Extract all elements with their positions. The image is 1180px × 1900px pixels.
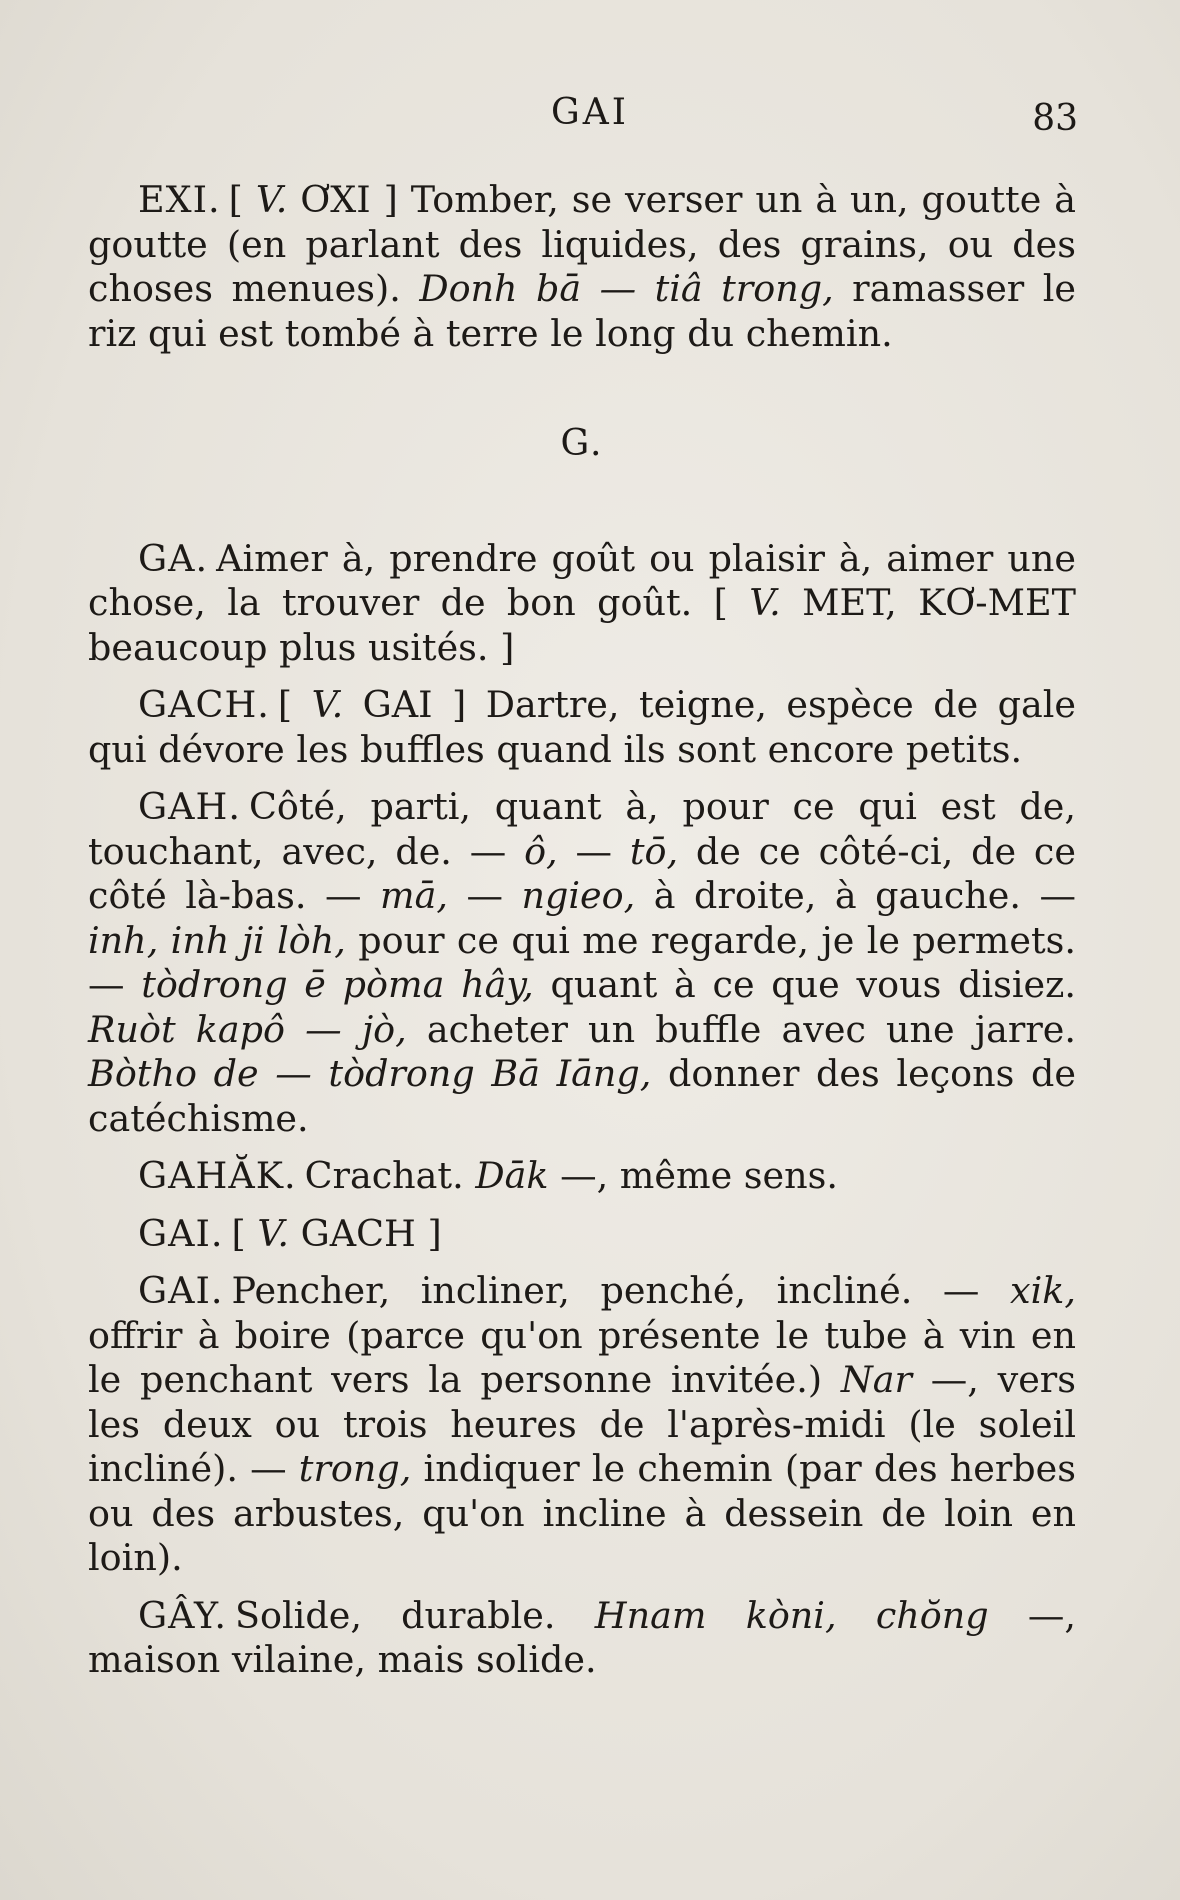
entry-italic-text: trong,	[298, 1447, 412, 1490]
entry-text: quant à ce que vous disiez.	[533, 963, 1076, 1006]
entry-italic-text: V.	[311, 683, 344, 726]
entry-text: [	[231, 1211, 258, 1255]
running-title: GAI	[551, 92, 629, 133]
entry-text: indiquer le chemin (par des herbes ou des arbustes, qu'on incline à dessein de loin en loin).	[88, 1447, 1076, 1579]
entry-text: GAI ] Dartre, teigne, espèce de gale qui dévore les buffles quand ils sont encore petits.	[88, 683, 1077, 771]
entry-italic-text: tòdrong ē pòma hây,	[141, 963, 534, 1006]
entry-headword: GACH.	[138, 683, 270, 726]
dictionary-entry	[88, 683, 1076, 772]
entry-text: Aimer à, prendre goût ou plaisir à, aimer une chose, la trouver de bon goût. [	[88, 536, 1076, 624]
entries	[88, 537, 1076, 1683]
entry-italic-text: Dāk	[475, 1154, 549, 1197]
entry-headword: GAI.	[138, 1211, 224, 1255]
page-number: 83	[1032, 98, 1078, 139]
dictionary-entry	[88, 785, 1076, 1141]
entry-italic-text: Ruòt kapô — jò,	[88, 1007, 407, 1051]
entry-text: —	[557, 829, 630, 873]
entry-italic-text: inh, inh ji lòh,	[88, 918, 346, 962]
entry-headword: EXI.	[138, 178, 221, 221]
entry-text: MET, KƠ-MET beaucoup plus usités. ]	[88, 581, 1076, 669]
entry-text: de ce côté-ci, de ce côté là-bas. —	[88, 829, 1076, 917]
entry-italic-text: ngieo,	[521, 874, 636, 917]
entry-text: acheter un buffle avec une jarre.	[406, 1007, 1076, 1051]
body-text	[88, 178, 1076, 1696]
entry-headword: GA.	[138, 536, 209, 580]
dictionary-entry	[88, 1594, 1076, 1683]
entry-text: Côté, parti, quant à, pour ce qui est de, touchant, avec, de. —	[88, 785, 1076, 873]
entry-italic-text: tō,	[629, 829, 679, 873]
entry-text: donner des leçons de catéchisme.	[88, 1052, 1076, 1140]
entry-text: Pencher, incliner, penché, incliné. —	[231, 1269, 1011, 1312]
entry-headword: GAH.	[138, 785, 241, 828]
dictionary-entry	[88, 1154, 1076, 1199]
entry-headword: GÂY.	[138, 1593, 228, 1637]
running-head	[0, 92, 1180, 142]
entry-text: Solide, durable.	[235, 1593, 595, 1637]
entry-italic-text: ô,	[524, 829, 558, 873]
entry-text: [	[277, 683, 312, 726]
entry-text: ramasser le riz qui est tombé à terre le long du chemin.	[88, 267, 1076, 355]
entry-text: —, maison vilaine, mais solide.	[88, 1593, 1076, 1681]
entries-before	[88, 178, 1076, 356]
entry-italic-text: Donh bā — tiâ trong,	[419, 267, 834, 310]
entry-text: ƠXI ] Tomber, se verser un à un, goutte à goutte (en parlant des liquides, des grains, ou des choses menues).	[88, 178, 1077, 310]
dictionary-entry	[88, 537, 1076, 671]
entry-italic-text: Hnam kòni, chŏng	[594, 1593, 989, 1637]
entry-text: —, vers les deux ou trois heures de l'après-midi (le soleil incliné). —	[88, 1358, 1076, 1490]
entry-italic-text: V.	[257, 1211, 289, 1255]
entry-italic-text: Bòtho de — tòdrong Bā Iāng,	[88, 1052, 652, 1095]
entry-italic-text: V.	[255, 178, 288, 221]
entry-text: GACH ]	[288, 1211, 442, 1255]
entry-italic-text: xik,	[1010, 1269, 1076, 1312]
entry-text: —	[447, 874, 522, 917]
section-letter: G.	[560, 423, 604, 464]
entry-text: —, même sens.	[548, 1154, 838, 1197]
entry-text: [	[228, 178, 256, 221]
dictionary-entry	[88, 1212, 1076, 1257]
entry-headword: GAHĂK.	[138, 1154, 297, 1197]
entry-text: Crachat.	[304, 1154, 476, 1197]
dictionary-entry	[88, 178, 1076, 356]
entry-italic-text: mā,	[379, 874, 448, 917]
entry-text: offrir à boire (parce qu'on présente le tube à vin en le penchant vers la personne invitée.)	[88, 1313, 1076, 1401]
entry-text: pour ce qui me regarde, je le permets. —	[88, 918, 1076, 1006]
entry-text: à droite, à gauche. —	[635, 874, 1076, 917]
dictionary-entry	[88, 1269, 1076, 1581]
entry-headword: GAI.	[138, 1269, 224, 1312]
entry-italic-text: Nar	[840, 1358, 912, 1401]
entry-italic-text: V.	[749, 581, 781, 624]
